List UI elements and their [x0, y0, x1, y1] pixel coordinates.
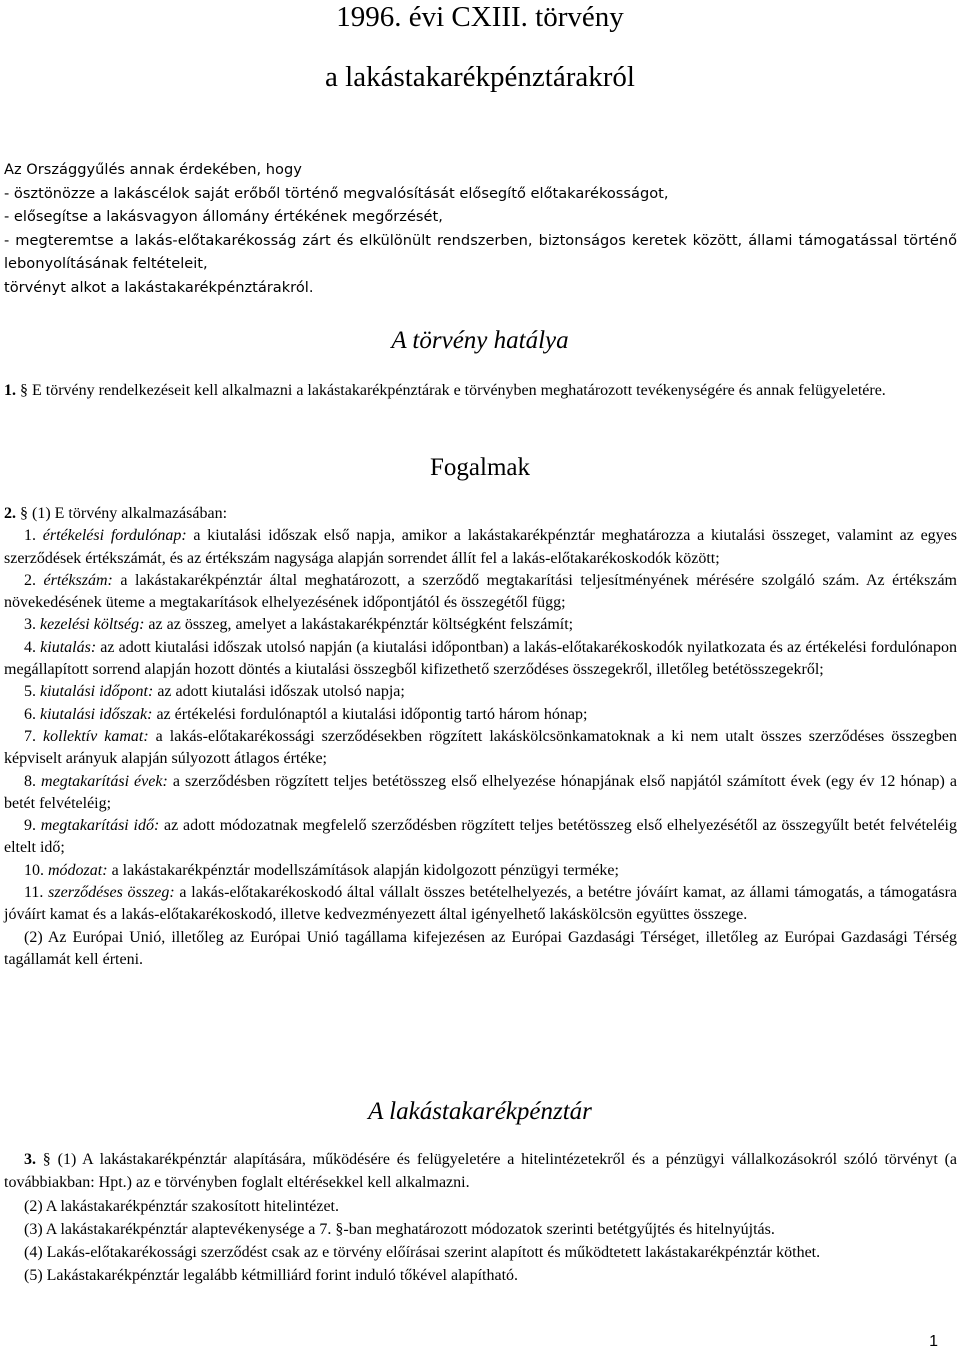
section-heading-fogalmak: Fogalmak	[430, 454, 530, 481]
definition-number: 6.	[24, 705, 40, 723]
definition-number: 4.	[24, 638, 41, 656]
section-intro: (1) E törvény alkalmazásában:	[28, 505, 228, 522]
section-sign: §	[16, 505, 28, 522]
definition-number: 2.	[24, 571, 44, 589]
section-paragraph: (3) A lakástakarékpénztár alaptevékenysége a 7.	[24, 1220, 336, 1238]
section-number: 2.	[4, 505, 16, 522]
definition-term: szerződéses összeg:	[48, 884, 175, 902]
definition-item	[4, 860, 957, 882]
section-paragraph: (2) Az Európai Unió, illetőleg az Európai Unió tagállama kifejezésen az Európai Gazdasági Térséget, illetőleg az Európai Gazdasági Térség tagállamát kell érteni.	[4, 928, 957, 968]
definition-text: a kiutalási időszak első napja, amikor a lakástakarékpénztár meghatározza a kiutalási összeget, valamint az egyes szerződések értékszámát, és az értékszám nagysága alapján sorrendet állít fel a lakás-előtakarékoskodók között;	[4, 527, 958, 567]
definition-text: a szerződésben rögzített teljes betétösszeg első elhelyezése hónapjának első napjától számított évek (egy év 12 hónap) a betét felvételéig;	[4, 772, 958, 812]
definition-term: kollektív kamat:	[43, 727, 149, 745]
definition-item	[4, 726, 957, 771]
definition-item	[4, 771, 957, 816]
section-heading-hatalya: A törvény hatálya	[391, 327, 569, 354]
preamble-line: - megteremtse a lakás-előtakarékosság zárt és elkülönült rendszerben, biztonságos keretek között, állami támogatással történő lebonyolításának feltételeit,	[4, 231, 957, 272]
definition-term: értékelési fordulónap:	[42, 527, 187, 545]
section-paragraph: (4) Lakás-előtakarékossági szerződést csak az e törvény előírásai szerint alapított és működtetett lakástakarékpénztár köthet.	[24, 1244, 821, 1262]
preamble-line: - elősegítse a lakásvagyon állomány értékének megőrzését,	[4, 208, 443, 225]
definition-term: kiutalási időszak:	[40, 705, 153, 723]
definition-number: 7.	[24, 727, 44, 745]
law-title: 1996. évi CXIII. törvény	[336, 1, 624, 33]
definition-term: kiutalási időpont:	[40, 683, 154, 701]
definition-item	[4, 815, 957, 860]
section-number: 1.	[4, 382, 16, 399]
definition-number: 11.	[24, 884, 49, 902]
page-number: 1	[929, 1333, 938, 1350]
definition-text: a lakástakarékpénztár modellszámítások alapján kidolgozott pénzügyi terméke;	[107, 861, 619, 879]
definition-term: megtakarítási évek:	[41, 772, 168, 790]
definition-item	[4, 704, 957, 726]
section-paragraph: -ban meghatározott módozatok szerinti betétgyűjtés és hitelnyújtás.	[343, 1220, 775, 1238]
section-sign: §	[36, 1151, 51, 1168]
preamble-line: törvényt alkot a lakástakarékpénztárakról.	[4, 278, 314, 296]
definition-text: az adott módozatnak megfelelő szerződésben rögzített teljes betétösszeg első elhelyezésétől az összegyűlt betét felvételéig eltelt idő;	[4, 817, 957, 857]
definition-term: megtakarítási idő:	[40, 817, 160, 835]
section-text: E törvény rendelkezéseit kell alkalmazni a lakástakarékpénztárak e törvényben meghatározott tevékenységére és annak felügyeletére.	[28, 382, 886, 399]
section-paragraph: (5) Lakástakarékpénztár legalább kétmilliárd forint induló tőkével alapítható.	[24, 1267, 519, 1285]
definition-item	[4, 570, 957, 615]
definition-text: a lakás-előtakarékoskodó által vállalt összes betételhelyezés, a betétre jóváírt kamat, az állami támogatás, a támogatásra jóváírt kamat és a lakás-előtakarékoskodó, illetve kedvezményezett által igényelhető lakáskölcsön együttes összege.	[4, 884, 958, 924]
definition-text: az adott kiutalási időszak utolsó napján (a kiutalási időpontban) a lakás-előtakarékoskodók nyilatkozata és az értékelési fordulónapon megállapított sorrend alapján hozott döntés a kiutalási összegből kifizethető szerződéses összegekről, illetőleg betétösszegekről;	[4, 638, 957, 679]
section-2	[4, 503, 957, 971]
section-1	[4, 380, 957, 402]
preamble-line: Az Országgyűlés annak érdekében, hogy	[4, 161, 302, 178]
section-sign: §	[335, 1220, 344, 1238]
definition-text: a lakástakarékpénztár által meghatározott, a szerződő megtakarítási teljesítményének mérésére szolgáló szám. Az értékszám növekedésének üteme a megtakarítások elhelyezésének időpontjától és összegétől függ;	[4, 571, 958, 612]
definition-text: az értékelési fordulónaptól a kiutalási időpontig tartó három hónap;	[152, 705, 588, 723]
definition-term: kezelési költség:	[40, 616, 145, 634]
definition-number: 5.	[24, 683, 40, 701]
definition-item	[4, 882, 957, 927]
preamble-line: - ösztönözze a lakáscélok saját erőből történő megvalósítását elősegítő előtakarékosságot,	[4, 184, 669, 202]
section-paragraph: (2) A lakástakarékpénztár szakosított hitelintézet.	[24, 1197, 339, 1215]
section-heading-lakastakarekpenztar: A lakástakarékpénztár	[368, 1098, 592, 1125]
definition-text: az adott kiutalási időszak utolsó napja;	[153, 683, 405, 701]
section-sign: §	[16, 382, 28, 399]
definition-text: az az összeg, amelyet a lakástakarékpénztár költségként felszámít;	[144, 616, 574, 634]
definition-item	[4, 637, 957, 682]
section-3	[4, 1148, 957, 1288]
section-paragraph: (1) A lakástakarékpénztár alapítására, működésére és felügyeletére a hitelintézetekről és a pénzügyi vállalkozásokról szóló törvényt (a továbbiakban: Hpt.) az e törvényben foglalt eltérésekkel kell alkalmazni.	[4, 1151, 958, 1192]
definition-number: 3.	[24, 616, 40, 634]
definition-number: 1.	[24, 527, 43, 545]
definition-list	[4, 525, 957, 926]
definition-term: értékszám:	[43, 571, 113, 589]
section-number: 3.	[24, 1151, 36, 1168]
definition-item	[4, 525, 957, 570]
law-subtitle: a lakástakarékpénztárakról	[325, 61, 635, 93]
definition-text: a lakás-előtakarékossági szerződésekben rögzített lakáskölcsönkamatoknak a ki nem utalt összes szerződéses összegben képviselt arányuk alapján súlyozott átlagos értéke;	[4, 727, 957, 768]
definition-term: kiutalás:	[40, 638, 97, 656]
definition-item	[4, 681, 957, 703]
definition-number: 9.	[24, 817, 41, 835]
definition-term: módozat:	[48, 861, 108, 879]
definition-number: 8.	[24, 772, 42, 790]
definition-number: 10.	[24, 861, 48, 879]
definition-item	[4, 614, 957, 636]
preamble	[4, 158, 957, 299]
